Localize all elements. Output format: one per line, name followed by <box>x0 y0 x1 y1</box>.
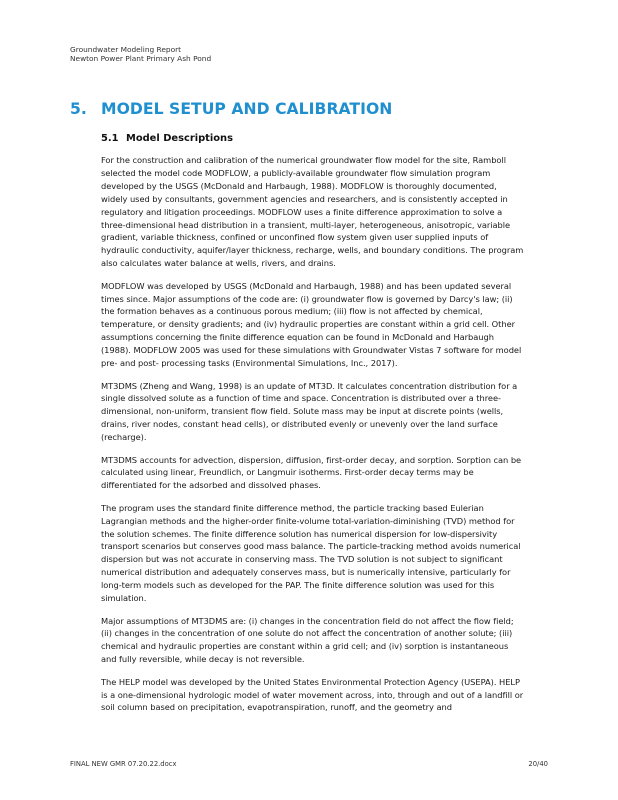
running-header <box>70 45 211 64</box>
section-title: Model Descriptions <box>126 133 233 144</box>
paragraph-mt3dms-processes: MT3DMS accounts for advection, dispersion, diffusion, first-order decay, and sorption. Sorption can be calculated using linear, Freundlich, or Langmuir isotherms. First-order decay terms may be differentiated for the adsorbed and dissolved phases. <box>101 454 522 491</box>
header-site-name: Newton Power Plant Primary Ash Pond <box>70 54 212 64</box>
chapter-heading <box>70 99 392 119</box>
paragraph-modflow-selection: For the construction and calibration of the numerical groundwater flow model for the site, Ramboll selected the model code MODFLOW, a publicly-available groundwater flow simulation program developed by the USGS (McDonald and Harbaugh, 1988). MODFLOW is thoroughly documented, widely used by consultants, government agencies and researchers, and is consistently accepted in regulatory and litigation proceedings. MODFLOW uses a finite difference approximation to solve a three-dimensional head distribution in a transient, multi-layer, heterogeneous, anisotropic, variable gradient, variable thickness, confined or unconfined flow system given user supplied inputs of hydraulic conductivity, aquifer/layer thickness, recharge, wells, and boundary conditions. The program also calculates water balance at wells, rivers, and drains. <box>101 155 524 269</box>
body-text <box>101 154 525 724</box>
paragraph-mt3dms-overview: MT3DMS (Zheng and Wang, 1998) is an update of MT3D. It calculates concentration distribution for a single dissolved solute as a function of time and space. Concentration is distributed over a three-dimensional, non-uniform, transient flow field. Solute mass may be input at discrete points (wells, drains, river nodes, constant head cells), or distributed evenly or unevenly over the land surface (recharge). <box>101 380 518 443</box>
paragraph-modflow-assumptions: MODFLOW was developed by USGS (McDonald and Harbaugh, 1988) and has been updated several times since. Major assumptions of the code are: (i) groundwater flow is governed by Darcy's law; (ii) the formation behaves as a continuous porous medium; (iii) flow is not affected by chemical, temperature, or density gradients; and (iv) hydraulic properties are constant within a grid cell. Other assumptions concerning the finite difference equation can be found in McDonald and Harbaugh (1988). MODFLOW 2005 was used for these simulations with Groundwater Vistas 7 software for model pre- and post- processing tasks (Environmental Simulations, Inc., 2017). <box>101 280 522 369</box>
footer-page-number: 20/40 <box>528 760 548 768</box>
paragraph-solution-methods: The program uses the standard finite difference method, the particle tracking based Eulerian Lagrangian methods and the higher-order finite-volume total-variation-diminishing (TVD) method for the solution schemes. The finite difference solution has numerical dispersion for low-dispersivity transport scenarios but conserves good mass balance. The particle-tracking method avoids numerical dispersion but was not accurate in conserving mass. The TVD solution is not subject to significant numerical distribution and adequately conserves mass, but is numerically intensive, particularly for long-term models such as developed for the PAP. The finite difference solution was used for this simulation. <box>101 502 521 604</box>
header-report-title: Groundwater Modeling Report <box>70 45 182 54</box>
footer-filename: FINAL NEW GMR 07.20.22.docx <box>70 760 177 768</box>
section-number: 5.1 <box>101 133 119 144</box>
chapter-title: MODEL SETUP AND CALIBRATION <box>101 100 393 118</box>
section-heading <box>101 132 233 145</box>
chapter-number: 5. <box>70 100 87 118</box>
paragraph-help-model: The HELP model was developed by the United States Environmental Protection Agency (USEPA). HELP is a one-dimensional hydrologic model of water movement across, into, through and out of a landfill or soil column based on precipitation, evapotranspiration, runoff, and the geometry and <box>101 676 524 713</box>
paragraph-mt3dms-assumptions: Major assumptions of MT3DMS are: (i) changes in the concentration field do not affect the flow field; (ii) changes in the concentration of one solute do not affect the concentration of another solute; (iii) chemical and hydraulic properties are constant within a grid cell; and (iv) sorption is instantaneous and fully reversible, while decay is not reversible. <box>101 615 514 665</box>
